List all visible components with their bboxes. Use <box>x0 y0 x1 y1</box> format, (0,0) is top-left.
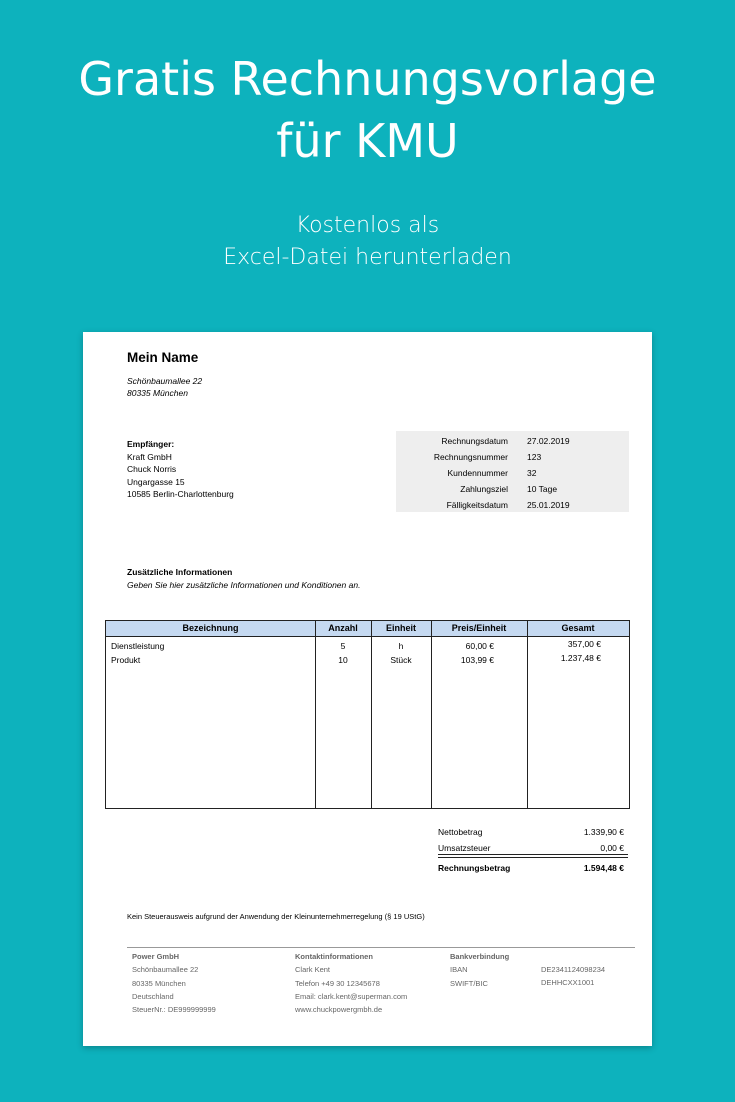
net-label: Nettobetrag <box>438 827 483 837</box>
row2-preis: 103,99 € <box>460 655 494 665</box>
meta-value: 10 Tage <box>527 484 558 494</box>
meta-label: Rechnungsnummer <box>433 452 508 462</box>
header-bezeichnung: Bezeichnung <box>182 623 239 633</box>
row2-einheit: Stück <box>390 655 412 665</box>
tax-value: 0,00 € <box>600 843 624 853</box>
meta-row <box>396 497 629 513</box>
net-value: 1.339,90 € <box>583 827 624 837</box>
sender-street: Schönbaumallee 22 <box>127 376 203 386</box>
footer-bank-bic-label: SWIFT/BIC <box>450 978 488 988</box>
row1-einheit: h <box>398 641 404 651</box>
meta-value: 123 <box>527 452 542 462</box>
header-einheit: Einheit <box>385 623 416 633</box>
meta-value: 27.02.2019 <box>527 436 570 446</box>
footer-bank-iban: DE2341124098234 <box>541 965 606 974</box>
footer-contact-title: Kontaktinformationen <box>295 952 373 961</box>
tax-label: Umsatzsteuer <box>438 843 491 853</box>
meta-label: Rechnungsdatum <box>441 436 508 446</box>
meta-value: 32 <box>527 468 537 478</box>
hero-subtitle-line2: Excel-Datei herunterladen <box>223 245 512 270</box>
meta-row <box>396 449 629 465</box>
info-text: Geben Sie hier zusätzliche Informationen und Konditionen an. <box>127 580 361 590</box>
column-divider <box>527 621 528 808</box>
tax-note: Kein Steuerausweis aufgrund der Anwendung der Kleinunternehmerregelung (§ 19 UStG) <box>127 912 425 921</box>
footer-company-country: Deutschland <box>132 991 174 1001</box>
meta-label: Zahlungsziel <box>460 484 508 494</box>
hero-title <box>0 48 735 172</box>
footer-bank-iban-label: IBAN <box>450 965 468 975</box>
header-anzahl: Anzahl <box>328 623 358 633</box>
items-table <box>105 620 630 809</box>
hero-subtitle <box>0 210 735 274</box>
row1-bezeichnung: Dienstleistung <box>111 641 165 651</box>
recipient-street: Ungargasse 15 <box>127 476 185 487</box>
footer-bank-title: Bankverbindung <box>450 952 510 961</box>
recipient-city: 10585 Berlin-Charlottenburg <box>127 489 234 499</box>
meta-label: Fälligkeitsdatum <box>446 500 508 510</box>
sender-name: Mein Name <box>127 350 199 365</box>
row1-preis: 60,00 € <box>465 641 494 651</box>
sender-address <box>127 375 202 399</box>
header-preis: Preis/Einheit <box>451 623 507 633</box>
row2-anzahl: 10 <box>338 655 348 665</box>
total-label: Rechnungsbetrag <box>438 863 511 873</box>
row2-gesamt: 1.237,48 € <box>560 653 601 663</box>
recipient-block <box>127 438 234 501</box>
recipient-person: Chuck Norris <box>127 464 177 474</box>
meta-row <box>396 465 629 481</box>
row2-bezeichnung: Produkt <box>111 655 141 665</box>
recipient-company: Kraft GmbH <box>127 451 172 462</box>
footer-bank-bic: DEHHCXX1001 <box>541 978 595 988</box>
footer-contact-phone: Telefon +49 30 12345678 <box>295 978 380 988</box>
hero-title-line2: für KMU <box>276 114 459 168</box>
row1-gesamt: 357,00 € <box>567 639 601 649</box>
meta-row <box>396 481 629 497</box>
total-value: 1.594,48 € <box>583 863 624 873</box>
footer-company <box>132 950 216 1016</box>
hero-subtitle-line1: Kostenlos als <box>295 213 440 238</box>
footer-contact <box>295 950 407 1016</box>
invoice-document <box>83 332 652 1046</box>
footer-company-name: Power GmbH <box>132 952 180 961</box>
totals-divider <box>438 854 628 855</box>
info-title: Zusätzliche Informationen <box>127 567 233 577</box>
row1-anzahl: 5 <box>340 641 346 651</box>
footer-company-tax: SteuerNr.: DE999999999 <box>132 1005 216 1015</box>
totals-divider <box>438 857 628 858</box>
footer-bank <box>450 950 509 990</box>
recipient-label: Empfänger: <box>127 439 175 449</box>
footer-contact-name: Clark Kent <box>295 965 331 975</box>
footer-contact-email: Email: clark.kent@superman.com <box>295 991 408 1001</box>
footer-bank-values <box>541 963 605 990</box>
sender-city: 80335 München <box>127 388 188 398</box>
meta-label: Kundennummer <box>447 468 508 478</box>
footer-company-street: Schönbaumallee 22 <box>132 965 199 975</box>
invoice-meta-box <box>396 431 629 512</box>
footer-contact-web: www.chuckpowergmbh.de <box>295 1005 383 1015</box>
hero-title-line1: Gratis Rechnungsvorlage <box>78 52 657 106</box>
footer-divider <box>127 947 635 948</box>
meta-value: 25.01.2019 <box>527 500 570 510</box>
header-gesamt: Gesamt <box>561 623 595 633</box>
footer-company-city: 80335 München <box>132 978 186 988</box>
meta-row <box>396 433 629 449</box>
